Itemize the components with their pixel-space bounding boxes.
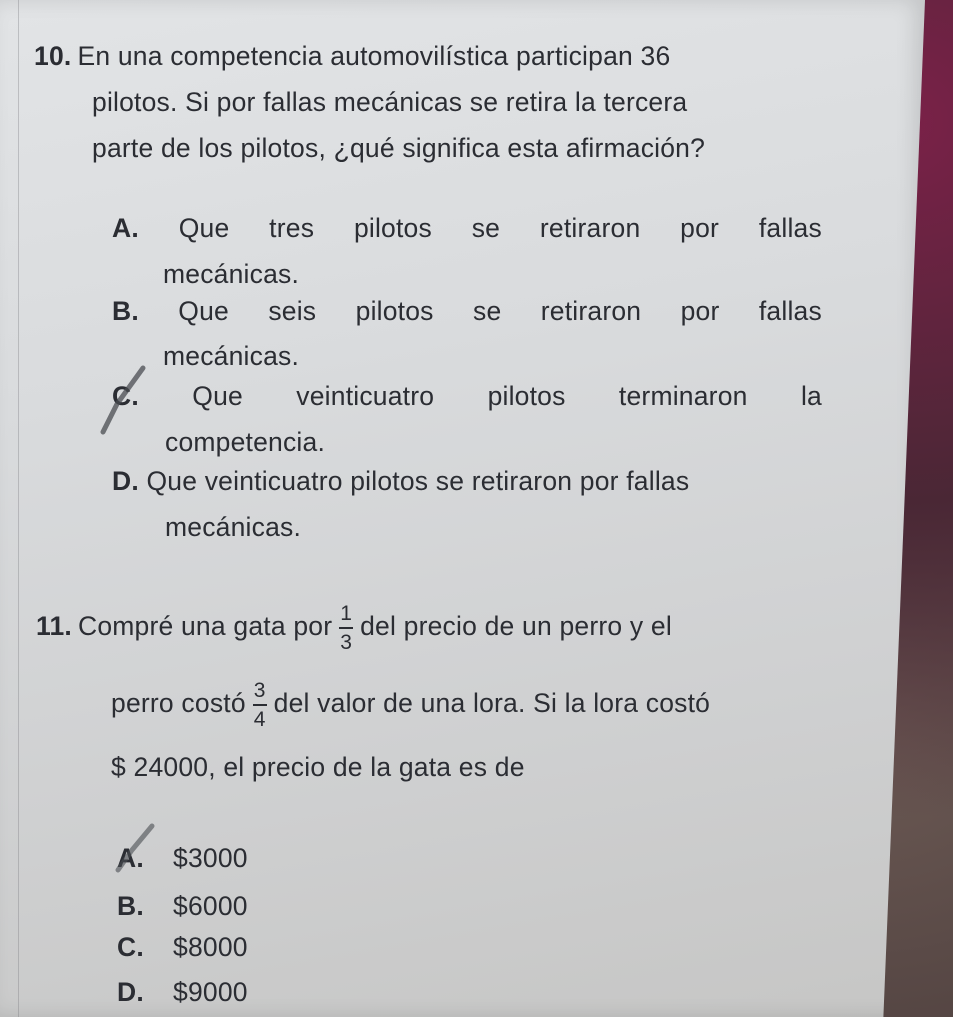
q11-option-c-text: $8000 (173, 932, 248, 962)
fraction-one-third (338, 603, 354, 653)
question-11-text-before-fraction-1: Compré una gata por (77, 611, 333, 641)
fraction-2-denominator: 4 (253, 708, 266, 731)
question-11-line-2 (111, 680, 710, 730)
fraction-three-quarters (252, 680, 268, 730)
q11-option-a-text: $3000 (173, 843, 248, 873)
q10-option-b-word: fallas (758, 296, 822, 326)
q10-option-a-word: tres (269, 213, 315, 243)
question-10-text-line-1: En una competencia automovilística participan 36 (77, 41, 671, 71)
q10-option-b-continuation: mecánicas. (163, 341, 300, 371)
q10-option-c-word: Que (192, 381, 243, 411)
q10-option-a[interactable] (112, 213, 822, 244)
question-10-text-line-3: parte de los pilotos, ¿qué significa esta afirmación? (92, 133, 706, 163)
q10-option-a-continuation: mecánicas. (163, 259, 300, 289)
question-11-text-before-fraction-2: perro costó (111, 688, 246, 718)
question-11-number: 11. (36, 611, 72, 641)
q10-option-b-word: seis (268, 296, 317, 326)
fraction-1-denominator: 3 (340, 631, 353, 654)
margin-line (18, 0, 19, 1017)
q10-option-b-word: se (473, 296, 502, 326)
q11-option-a-letter: A. (117, 843, 144, 873)
q10-option-d-continuation: mecánicas. (165, 512, 302, 542)
q10-option-c-word: pilotos (487, 381, 566, 411)
q10-option-a-word: Que (178, 213, 230, 243)
q10-option-b-word: por (680, 296, 720, 326)
q10-option-a-word: fallas (758, 213, 822, 243)
q10-option-c[interactable] (112, 381, 822, 412)
q11-option-b[interactable] (117, 891, 248, 922)
q10-option-c-word: veinticuatro (296, 381, 435, 411)
q10-option-a-letter: A. (112, 213, 139, 243)
q10-option-a-word: retiraron (539, 213, 641, 243)
q11-option-d-letter: D. (117, 977, 144, 1007)
q10-option-a-word: pilotos (353, 213, 432, 243)
question-11-line-1 (36, 603, 672, 653)
q10-option-c-word: la (800, 381, 822, 411)
q11-option-d[interactable] (117, 977, 248, 1008)
q11-option-a[interactable] (117, 843, 248, 874)
q11-option-c-letter: C. (117, 932, 144, 962)
q11-option-b-text: $6000 (173, 891, 248, 921)
question-10-number: 10. (34, 41, 72, 71)
q10-option-c-continuation: competencia. (165, 427, 326, 457)
q10-option-d-text: Que veinticuatro pilotos se retiraron por fallas (146, 466, 690, 496)
q10-option-b[interactable] (112, 296, 822, 327)
question-11-line-3: $ 24000, el precio de la gata es de (111, 752, 525, 782)
question-11-text-after-fraction-2: del valor de una lora. Si la lora costó (273, 688, 711, 718)
q10-option-b-letter: B. (112, 296, 139, 326)
q11-option-c[interactable] (117, 932, 248, 963)
q10-option-b-word: Que (178, 296, 229, 326)
q10-option-a-word: se (471, 213, 501, 243)
q11-option-d-text: $9000 (173, 977, 248, 1007)
question-10-text-line-2: pilotos. Si por fallas mecánicas se retira la tercera (92, 87, 688, 117)
q10-option-d[interactable] (112, 466, 689, 497)
question-11-text-after-fraction-1: del precio de un perro y el (360, 611, 672, 641)
q10-option-b-word: retiraron (540, 296, 642, 326)
q10-option-c-word: terminaron (618, 381, 748, 411)
question-10-line-1 (34, 41, 670, 72)
fraction-2-numerator: 3 (253, 679, 266, 702)
q10-option-a-word: por (680, 213, 720, 243)
q10-option-c-letter: C. (112, 381, 139, 411)
fraction-1-numerator: 1 (340, 602, 353, 625)
q11-option-b-letter: B. (117, 891, 144, 921)
q10-option-d-letter: D. (112, 466, 139, 496)
q10-option-b-word: pilotos (355, 296, 434, 326)
